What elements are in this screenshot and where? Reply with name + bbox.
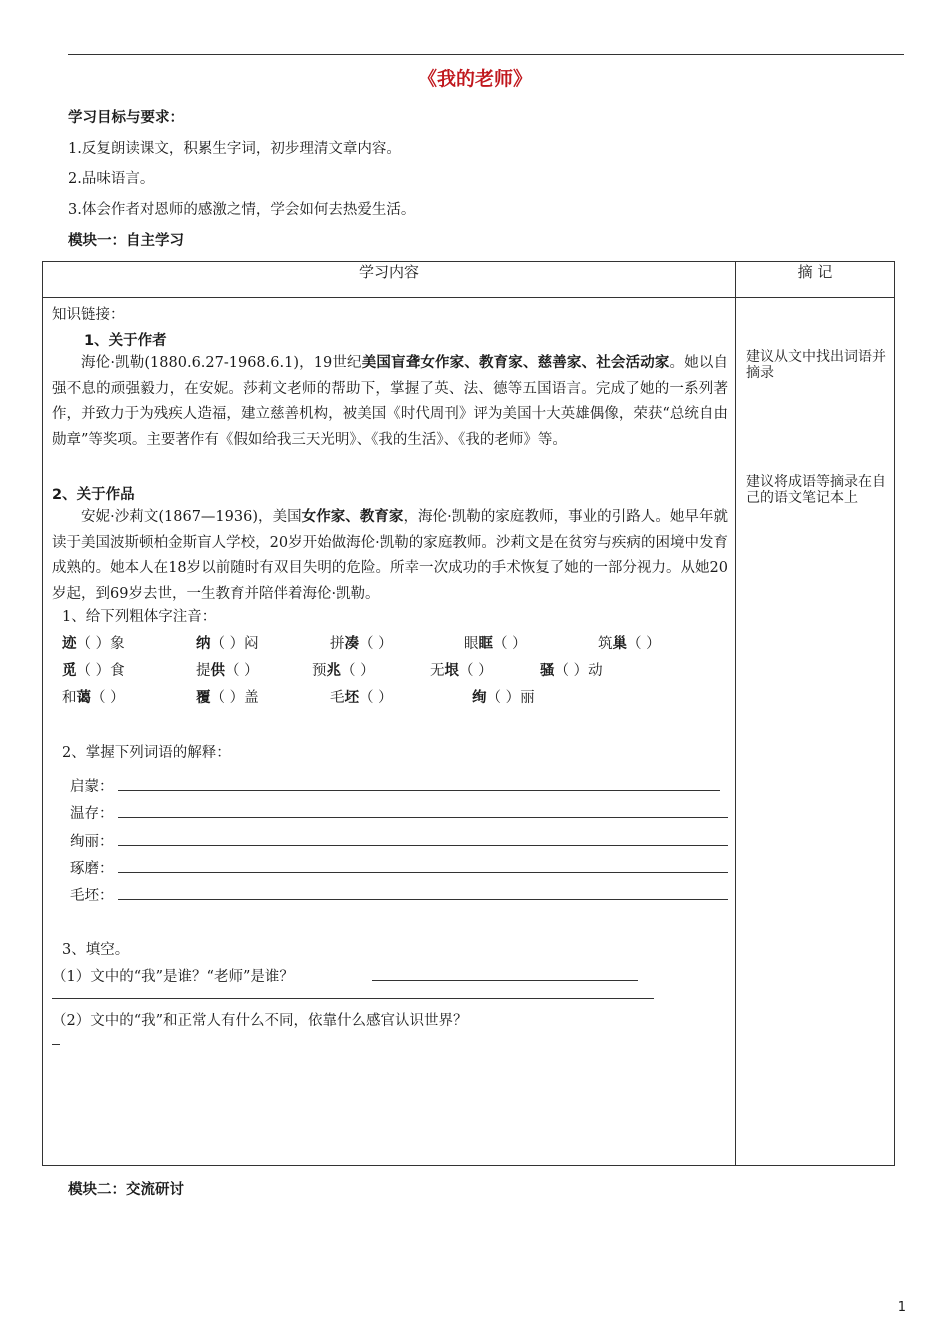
objectives-heading: 学习目标与要求： (68, 110, 184, 126)
notes-cell (736, 298, 895, 1166)
question-3-2: （2）文中的“我”和正常人有什么不同，依靠什么感官认识世界？ (52, 1013, 468, 1029)
answer-line (118, 899, 728, 900)
pinyin-item: 骚（ ）动 (540, 662, 603, 679)
answer-line (118, 845, 728, 846)
vocab-label: 毛坯： (70, 888, 114, 904)
target-char: 觅 (62, 662, 77, 679)
answer-line (118, 817, 728, 818)
vocab-label: 琢磨： (70, 861, 114, 877)
work-roles: 女作家、教育家 (301, 509, 404, 525)
target-char: 兆 (326, 662, 341, 679)
work-heading: 2、关于作品 (52, 487, 135, 503)
pinyin-item: 绚（ ）丽 (472, 689, 535, 706)
page-number: 1 (897, 1300, 906, 1315)
target-char: 绚 (472, 689, 487, 706)
author-paragraph (52, 351, 728, 453)
author-roles: 美国盲聋女作家、教育家、慈善家、社会活动家 (361, 355, 670, 371)
pinyin-item: 和蔼（ ） (62, 689, 125, 706)
module-two-heading: 模块二：交流研讨 (68, 1182, 184, 1198)
author-text: 海伦·凯勒(1880.6.27-1968.6.1)，19世纪 (81, 355, 362, 371)
question-3: 3、填空。 (62, 942, 130, 958)
pinyin-item: 毛坯（ ） (330, 689, 393, 706)
header-rule (68, 54, 904, 55)
work-paragraph (52, 505, 728, 607)
vocab-label: 温存： (70, 806, 114, 822)
question-2: 2、掌握下列词语的解释： (62, 745, 231, 761)
pinyin-item: 迹（ ）象 (62, 635, 125, 652)
answer-line (118, 790, 720, 791)
note-vocab: 建议从文中找出词语并摘录 (746, 349, 886, 381)
target-char: 纳 (196, 635, 211, 652)
pinyin-item: 无垠（ ） (430, 662, 493, 679)
author-heading: 1、关于作者 (84, 333, 167, 349)
target-char: 覆 (196, 689, 211, 706)
target-char: 眶 (478, 635, 493, 652)
objective-item: 2.品味语言。 (68, 171, 155, 187)
pinyin-item: 筑巢（ ） (598, 635, 661, 652)
page-title: 《我的老师》 (417, 68, 532, 90)
vocab-label: 启蒙： (70, 779, 114, 795)
objective-item: 3.体会作者对恩师的感激之情，学会如何去热爱生活。 (68, 202, 416, 218)
target-char: 骚 (540, 662, 555, 679)
pinyin-item: 预兆（ ） (312, 662, 375, 679)
target-char: 坯 (344, 689, 359, 706)
column-header-content: 学习内容 (43, 262, 736, 298)
target-char: 蔼 (76, 689, 91, 706)
question-1: 1、给下列粗体字注音： (62, 609, 217, 625)
question-3-1: （1）文中的“我”是谁？“老师”是谁？ (52, 969, 294, 985)
pinyin-item: 提供（ ） (196, 662, 259, 679)
answer-line (52, 998, 654, 999)
work-text: 安妮·沙莉文(1867—1936)，美国 (81, 509, 302, 525)
knowledge-link-label: 知识链接： (52, 307, 125, 323)
target-char: 凑 (344, 635, 359, 652)
module-one-heading: 模块一：自主学习 (68, 233, 184, 249)
target-char: 巢 (612, 635, 627, 652)
pinyin-item: 眼眶（ ） (464, 635, 527, 652)
target-char: 迹 (62, 635, 77, 652)
answer-line (118, 872, 728, 873)
target-char: 垠 (444, 662, 459, 679)
answer-line (52, 1044, 60, 1045)
column-header-notes: 摘 记 (736, 262, 895, 298)
vocab-label: 绚丽： (70, 834, 114, 850)
work-text-cont: ，海伦·凯勒的家庭教师，事业的引路人。她早年就读于美国波斯顿柏金斯盲人学校，20岁开始做海伦·凯勒的家庭教师。沙莉文是在贫穷与疾病的困境中发育成熟的。她本人在18岁以前随时有双目失明的危险。所幸一次成功的手术恢复了她的一部分视力。从她20岁起，到69岁去世，一生教育并陪伴着海伦·凯勒。 (52, 509, 728, 602)
answer-line (372, 980, 638, 981)
pinyin-item: 覆（ ）盖 (196, 689, 259, 706)
pinyin-item: 觅（ ）食 (62, 662, 125, 679)
pinyin-item: 纳（ ）闷 (196, 635, 259, 652)
objective-item: 1.反复朗读课文，积累生字词，初步理清文章内容。 (68, 141, 401, 157)
pinyin-item: 拼凑（ ） (330, 635, 393, 652)
target-char: 供 (210, 662, 225, 679)
note-idioms: 建议将成语等摘录在自己的语文笔记本上 (746, 474, 886, 506)
author-text-cont: 。她以自强不息的顽强毅力，在安妮。莎莉文老师的帮助下，掌握了英、法、德等五国语言。完成了她的一系列著作，并致力于为残疾人造福，建立慈善机构，被美国《时代周刊》评为美国十大英雄偶像，荣获“总统自由勋章”等奖项。主要著作有《假如给我三天光明》、《我的生活》、《我的老师》等。 (52, 355, 729, 448)
